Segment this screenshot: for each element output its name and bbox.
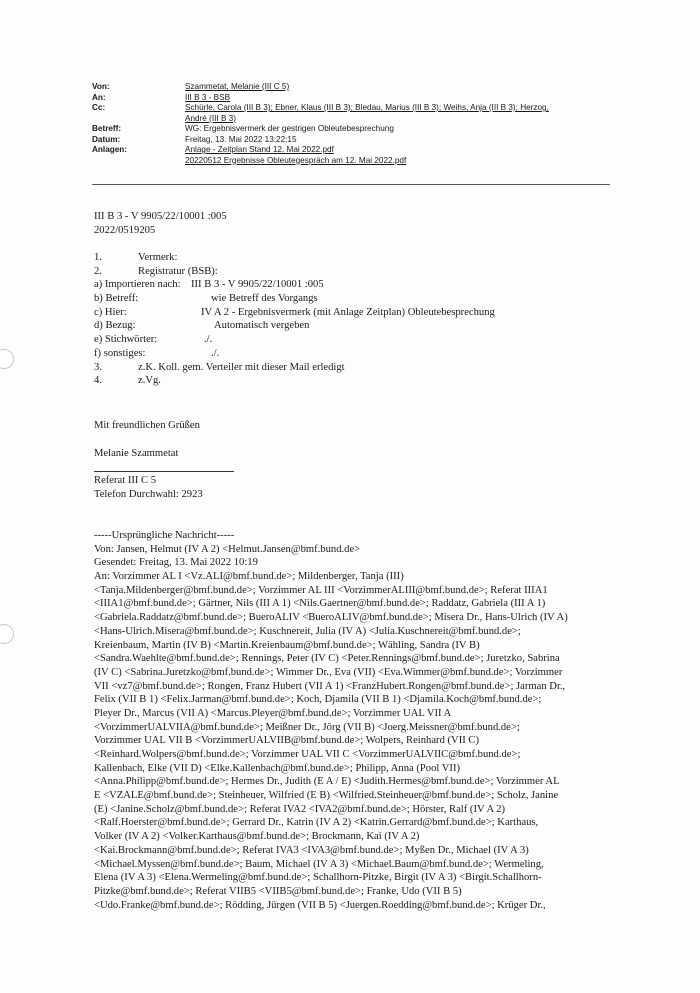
list-item bbox=[94, 306, 495, 320]
recipient-line: Kallenbach, Elke (VII D) <Elke.Kallenbach@bmf.bund.de>; Philipp, Anna (Pool VII) bbox=[94, 762, 461, 774]
to-value[interactable]: III B 3 - BSB bbox=[185, 92, 231, 102]
document-number: 2022/0519205 bbox=[94, 224, 156, 236]
recipient-line: (E) <Janine.Scholz@bmf.bund.de>; Referat IVA2 <IVA2@bmf.bund.de>; Hörster, Ralf (IV A 2) bbox=[94, 803, 506, 815]
sender-name: Melanie Szammetat bbox=[94, 448, 179, 459]
item-key: 3. bbox=[94, 361, 102, 373]
recipient-line: <Michael.Myssen@bmf.bund.de>; Baum, Michael (IV A 3) <Michael.Baum@bmf.bund.de>; Wermeling, bbox=[94, 858, 544, 870]
item-value: Registratur (BSB): bbox=[138, 265, 218, 277]
item-value: ./. bbox=[204, 334, 213, 346]
original-message-separator: -----Ursprüngliche Nachricht----- bbox=[94, 530, 235, 541]
recipient-line: <Gabriela.Raddatz@bmf.bund.de>; BueroALIV <BueroALIV@bmf.bund.de>; Misera Dr., Hans-Ulrich (IV A) bbox=[94, 612, 568, 624]
attachments-label: Anlagen: bbox=[92, 145, 128, 154]
item-value: Vermerk: bbox=[138, 252, 178, 263]
list-item bbox=[94, 319, 495, 333]
from-label: Von: bbox=[92, 82, 110, 91]
reference-block bbox=[94, 210, 227, 237]
email-header bbox=[92, 82, 612, 166]
item-key: d) Bezug: bbox=[94, 320, 136, 332]
recipient-line: <Sandra.Waehlte@bmf.bund.de>; Rennings, Peter (IV C) <Peter.Rennings@bmf.bund.de>; Juretzko, Sabrina bbox=[94, 653, 560, 665]
original-from: Von: Jansen, Helmut (IV A 2) <Helmut.Jansen@bmf.bund.de> bbox=[94, 543, 361, 555]
recipient-line: <Tanja.Mildenberger@bmf.bund.de>; Vorzimmer AL III <VorzimmerALIII@bmf.bund.de>; Referat IIIA1 bbox=[94, 584, 548, 596]
item-key: 4. bbox=[94, 375, 102, 387]
cc-recipients-line[interactable]: Schürle, Carola (III B 3); Ebner, Klaus (III B 3); Bledau, Marius (III B 3); Weihs, Anja (III B 3); Herzog, bbox=[185, 103, 549, 112]
recipient-line: Pleyer Dr., Marcus (VII A) <Marcus.Pleyer@bmf.bund.de>; Vorzimmer UAL VII A bbox=[94, 707, 452, 719]
recipient-line: <Anna.Philipp@bmf.bund.de>; Hermes Dr., Judith (E A / E) <Judith.Hermes@bmf.bund.de>; Vorzimmer AL bbox=[94, 776, 560, 788]
header-row-from bbox=[92, 82, 612, 93]
original-recipients bbox=[94, 570, 568, 912]
attachment-link[interactable]: 20220512 Ergebnisse Obleutegespräch am 12. Mai 2022.pdf bbox=[185, 155, 407, 165]
recipient-line: <Udo.Franke@bmf.bund.de>; Rödding, Jürgen (VII B 5) <Juergen.Roedding@bmf.bund.de>; Krüger Dr., bbox=[94, 899, 546, 911]
original-sent: Gesendet: Freitag, 13. Mai 2022 10:19 bbox=[94, 557, 258, 569]
recipient-line: <VorzimmerUALVIIA@bmf.bund.de>; Meißner Dr., Jörg (VII B) <Joerg.Meissner@bmf.bund.de>; bbox=[94, 721, 520, 733]
recipient-line: VII <vz7@bmf.bund.de>; Rongen, Franz Hubert (VII A 1) <FranzHubert.Rongen@bmf.bund.de>; Jarman Dr., bbox=[94, 680, 566, 692]
recipient-line: <IIIA1@bmf.bund.de>; Gärtner, Nils (III A 1) <Nils.Gaertner@bmf.bund.de>; Raddatz, Gabriela (III A 1) bbox=[94, 598, 546, 610]
header-row-cc bbox=[92, 103, 612, 124]
attachments-value bbox=[185, 145, 612, 166]
registry-list bbox=[94, 251, 495, 388]
list-item bbox=[94, 347, 495, 361]
recipient-line: Volker (IV A 2) <Volker.Karthaus@bmf.bund.de>; Brockmann, Kai (IV A 2) bbox=[94, 831, 420, 843]
item-value: Automatisch vergeben bbox=[214, 320, 310, 332]
item-value: III B 3 - V 9905/22/10001 :005 bbox=[191, 279, 324, 291]
item-key: e) Stichwörter: bbox=[94, 334, 158, 346]
item-key: 1. bbox=[94, 252, 102, 263]
recipient-line: Vorzimmer UAL VII B <VorzimmerUALVIIB@bmf.bund.de>; Wolpers, Reinhard (VII C) bbox=[94, 735, 479, 747]
recipient-line: <Kai.Brockmann@bmf.bund.de>; Referat IVA3 <IVA3@bmf.bund.de>; Myßen Dr., Michael (IV A 3) bbox=[94, 844, 529, 856]
date-value: Freitag, 13. Mai 2022 13:22:15 bbox=[185, 134, 297, 144]
date-label: Datum: bbox=[92, 134, 121, 144]
list-item bbox=[94, 333, 495, 347]
cc-value bbox=[185, 103, 612, 124]
recipient-line: Elena (IV A 3) <Elena.Wermeling@bmf.bund.de>; Schallhorn-Pitzke, Birgit (IV A 3) <Birgit.Schallhorn- bbox=[94, 872, 542, 884]
subject-value: WG: Ergebnisvermerk der gestrigen Obleutebesprechung bbox=[185, 124, 394, 133]
item-value: wie Betreff des Vorgangs bbox=[211, 293, 318, 305]
to-label: An: bbox=[92, 92, 106, 102]
item-key: c) Hier: bbox=[94, 306, 127, 318]
phone-extension: Telefon Durchwahl: 2923 bbox=[94, 489, 203, 500]
item-key: f) sonstiges: bbox=[94, 347, 146, 359]
list-item bbox=[94, 292, 495, 306]
signature-line bbox=[94, 471, 234, 472]
punch-hole-mark bbox=[0, 624, 14, 644]
file-reference: III B 3 - V 9905/22/10001 :005 bbox=[94, 211, 227, 222]
recipient-line: <Hans-Ulrich.Misera@bmf.bund.de>; Kuschnereit, Julia (IV A) <Julia.Kuschnereit@bmf.bund.de>; bbox=[94, 625, 521, 637]
department: Referat III C 5 bbox=[94, 475, 157, 486]
item-key: 2. bbox=[94, 265, 102, 277]
recipient-line: An: Vorzimmer AL I <Vz.ALI@bmf.bund.de>; Mildenberger, Tanja (III) bbox=[94, 571, 404, 583]
recipient-line: Pitzke@bmf.bund.de>; Referat VIIB5 <VIIB5@bmf.bund.de>; Franke, Udo (VII B 5) bbox=[94, 885, 462, 897]
cc-recipients-line[interactable]: André (III B 3) bbox=[185, 113, 236, 123]
list-item bbox=[94, 265, 495, 279]
list-item bbox=[94, 251, 495, 265]
header-row-to bbox=[92, 93, 612, 104]
recipient-line: <Ralf.Hoerster@bmf.bund.de>; Gerrard Dr., Katrin (IV A 2) <Katrin.Gerrard@bmf.bund.de>; Karthaus, bbox=[94, 817, 539, 829]
original-message bbox=[94, 529, 568, 912]
recipient-line: (IV C) <Sabrina.Juretzko@bmf.bund.de>; Wimmer Dr., Eva (VII) <Eva.Wimmer@bmf.bund.de>; Vorzimmer bbox=[94, 666, 563, 678]
header-row-attachments bbox=[92, 145, 612, 166]
subject-label: Betreff: bbox=[92, 124, 122, 133]
item-key: a) Importieren nach: bbox=[94, 279, 181, 291]
item-value: z.Vg. bbox=[138, 375, 161, 387]
cc-label: Cc: bbox=[92, 103, 106, 112]
header-divider bbox=[92, 184, 610, 185]
header-row-subject bbox=[92, 124, 612, 135]
from-value[interactable]: Szammetat, Melanie (III C 5) bbox=[185, 82, 290, 91]
list-item bbox=[94, 278, 495, 292]
recipient-line: <Reinhard.Wolpers@bmf.bund.de>; Vorzimmer UAL VII C <VorzimmerUALVIIC@bmf.bund.de>; bbox=[94, 749, 521, 760]
item-value: ./. bbox=[211, 347, 220, 359]
list-item bbox=[94, 361, 495, 375]
greeting: Mit freundlichen Grüßen bbox=[94, 420, 200, 431]
item-value: z.K. Koll. gem. Verteiler mit dieser Mail erledigt bbox=[138, 361, 345, 373]
header-row-date bbox=[92, 135, 612, 146]
list-item bbox=[94, 374, 495, 388]
recipient-line: Felix (VII B 1) <Felix.Jarman@bmf.bund.de>; Koch, Djamila (VII B 1) <Djamila.Koch@bmf.bund.de>; bbox=[94, 694, 542, 706]
punch-hole-mark bbox=[0, 349, 14, 369]
item-value: IV A 2 - Ergebnisvermerk (mit Anlage Zeitplan) Obleutebesprechung bbox=[201, 306, 495, 318]
recipient-line: E <VZALE@bmf.bund.de>; Steinheuer, Wilfried (E B) <Wilfried.Steinheuer@bmf.bund.de>; Scholz, Janine bbox=[94, 790, 559, 802]
recipient-line: Kreienbaum, Martin (IV B) <Martin.Kreienbaum@bmf.bund.de>; Wähling, Sandra (IV B) bbox=[94, 639, 480, 651]
item-key: b) Betreff: bbox=[94, 293, 139, 305]
attachment-link[interactable]: Anlage - Zeitplan Stand 12. Mai 2022.pdf bbox=[185, 145, 334, 154]
